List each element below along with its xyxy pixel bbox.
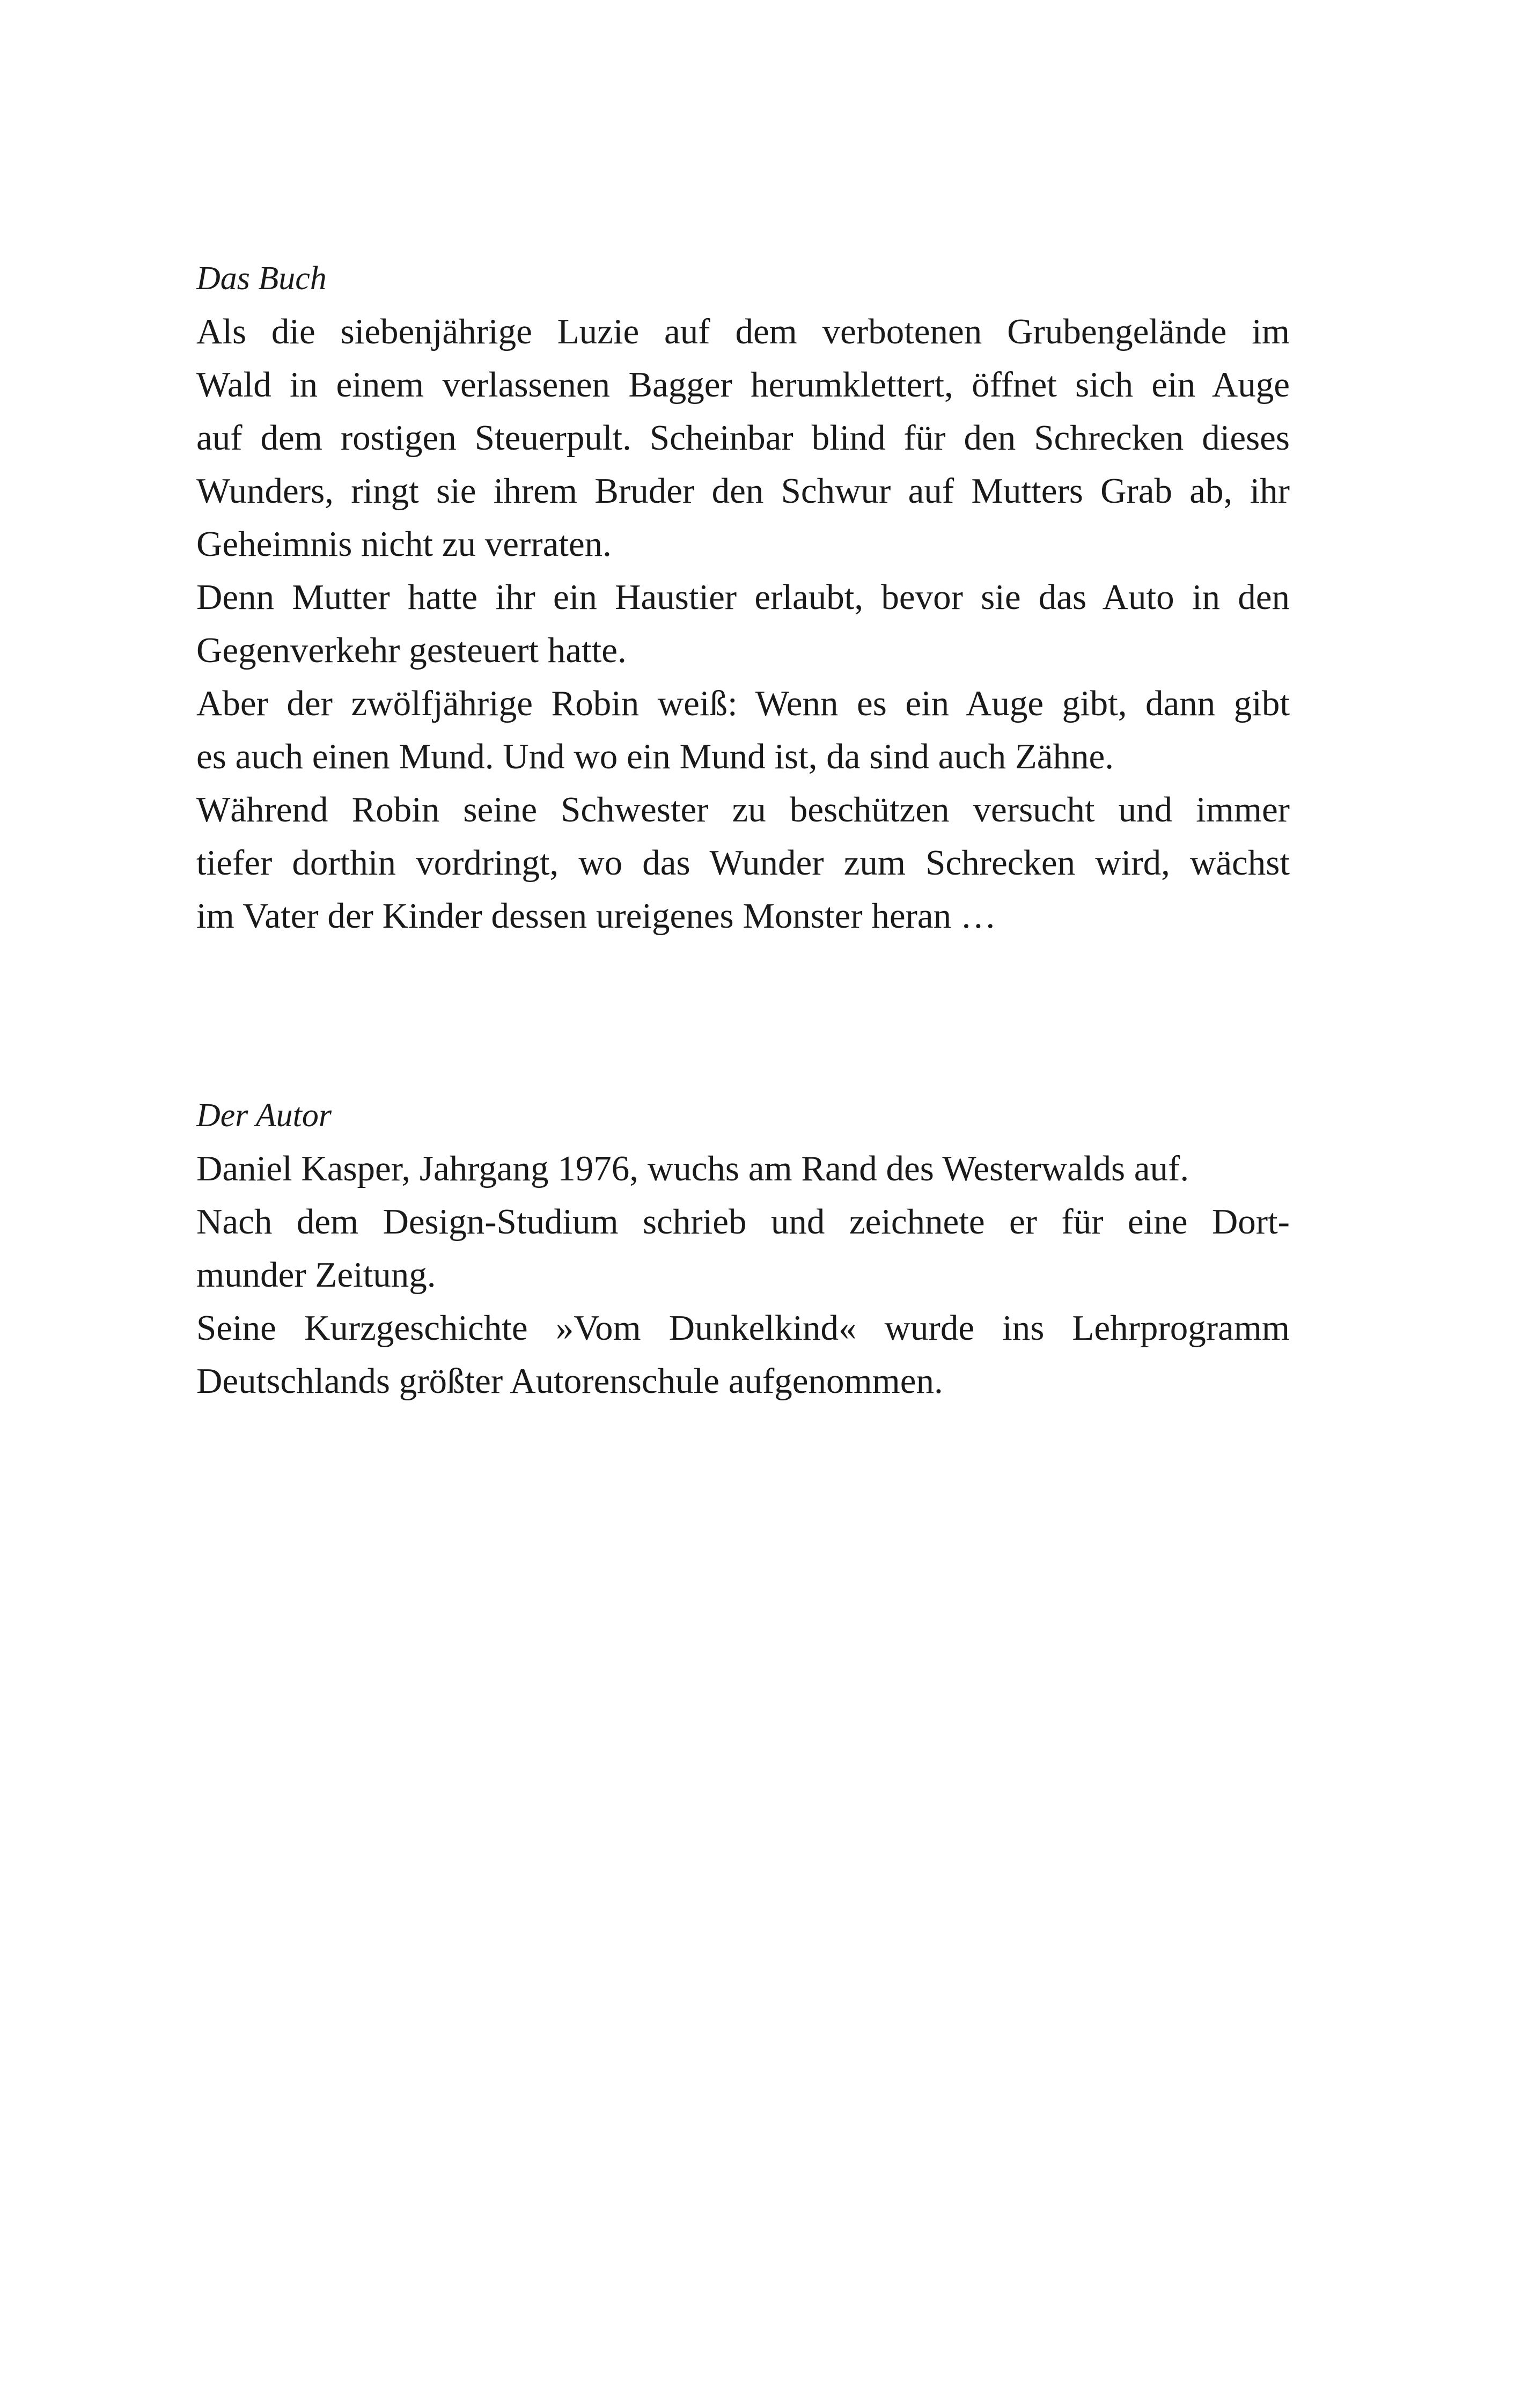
text-line: Nach dem Design-Studium schrieb und zeichnete er für eine Dort- [196, 1202, 1290, 1242]
text-line: Deutschlands größter Autorenschule aufgenommen. [196, 1361, 943, 1401]
text-line: Daniel Kasper, Jahrgang 1976, wuchs am Rand des Westerwalds auf. [196, 1149, 1189, 1188]
text-line: Wald in einem verlassenen Bagger herumklettert, öffnet sich ein Auge [196, 365, 1290, 405]
author-heading: Der Autor [196, 1097, 332, 1134]
text-line: Geheimnis nicht zu verraten. [196, 524, 612, 564]
text-line: tiefer dorthin vordringt, wo das Wunder zum Schrecken wird, wächst [196, 843, 1290, 883]
book-heading: Das Buch [196, 260, 327, 297]
text-line: Denn Mutter hatte ihr ein Haustier erlaubt, bevor sie das Auto in den [196, 577, 1290, 617]
text-line: Wunders, ringt sie ihrem Bruder den Schwur auf Mutters Grab ab, ihr [196, 471, 1290, 511]
text-line: Seine Kurzgeschichte »Vom Dunkelkind« wurde ins Lehrprogramm [196, 1308, 1290, 1348]
author-bio [196, 1142, 1290, 1408]
text-line: Während Robin seine Schwester zu beschützen versucht und immer [196, 790, 1290, 829]
text-line: munder Zeitung. [196, 1255, 436, 1295]
book-description [196, 305, 1290, 943]
text-line: es auch einen Mund. Und wo ein Mund ist, da sind auch Zähne. [196, 737, 1114, 776]
text-line: Aber der zwölfjährige Robin weiß: Wenn es ein Auge gibt, dann gibt [196, 684, 1290, 723]
text-line: Gegenverkehr gesteuert hatte. [196, 630, 627, 670]
author-section [196, 1089, 1290, 1408]
text-line: im Vater der Kinder dessen ureigenes Monster heran … [196, 896, 996, 936]
text-line: Als die siebenjährige Luzie auf dem verbotenen Grubengelände im [196, 312, 1290, 351]
book-section [196, 252, 1290, 943]
text-line: auf dem rostigen Steuerpult. Scheinbar blind für den Schrecken dieses [196, 418, 1290, 458]
